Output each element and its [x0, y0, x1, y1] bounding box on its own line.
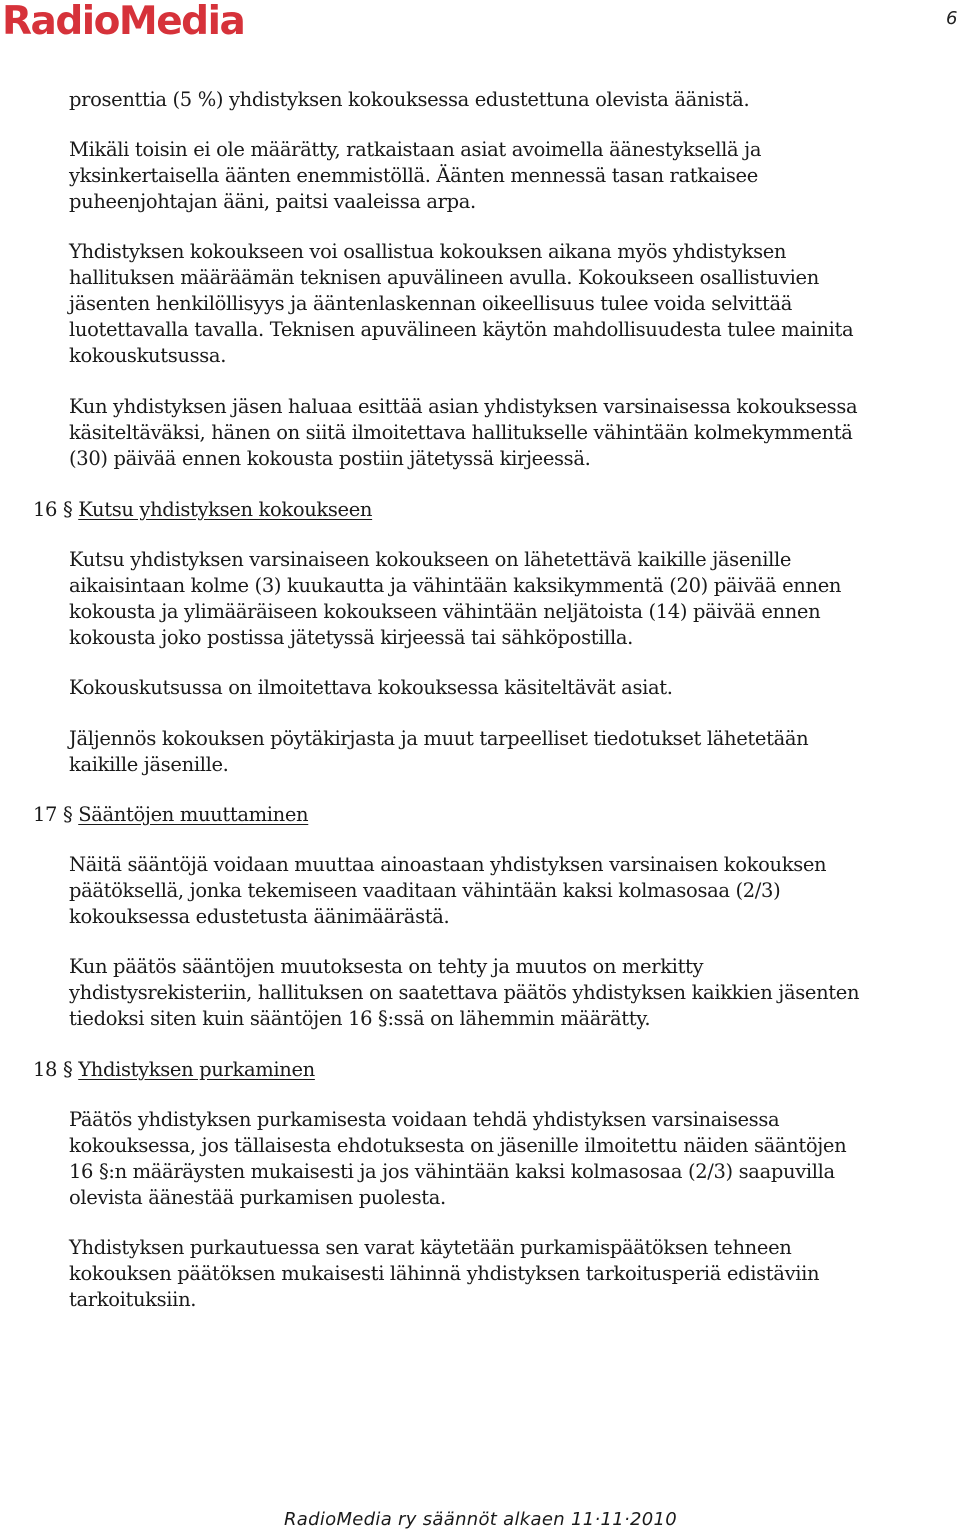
text-line: olevista äänestää purkamisen puolesta.	[69, 1186, 446, 1209]
text-line: Näitä sääntöjä voidaan muuttaa ainoastaan yhdistyksen varsinaisen kokouksen	[69, 853, 827, 876]
text-line: Jäljennös kokouksen pöytäkirjasta ja muut tarpeelliset tiedotukset lähetetään	[69, 727, 809, 750]
text-line: hallituksen määräämän teknisen apuvälineen avulla. Kokoukseen osallistuvien	[69, 266, 819, 289]
text-line: päätöksellä, jonka tekemiseen vaaditaan vähintään kaksi kolmasosaa (2/3)	[69, 879, 781, 902]
paragraph-quorum	[69, 87, 929, 113]
text-line: kokouksessa, jos tällaisesta ehdotuksesta on jäsenille ilmoitettu näiden sääntöjen	[69, 1134, 847, 1157]
text-line: Yhdistyksen kokoukseen voi osallistua kokouksen aikana myös yhdistyksen	[69, 240, 787, 263]
paragraph-agenda	[69, 675, 929, 701]
text-line: Mikäli toisin ei ole määrätty, ratkaistaan asiat avoimella äänestyksellä ja	[69, 138, 762, 161]
radiomedia-logo: RadioMedia	[2, 0, 245, 44]
text-line: Kokouskutsussa on ilmoitettava kokouksessa käsiteltävät asiat.	[69, 676, 673, 699]
text-line: kaikille jäsenille.	[69, 753, 229, 776]
text-line: 16 §:n määräysten mukaisesti ja jos vähintään kaksi kolmasosaa (2/3) saapuvilla	[69, 1160, 835, 1183]
text-line: käsiteltäväksi, hänen on siitä ilmoitettava hallitukselle vähintään kolmekymmentä	[69, 421, 853, 444]
paragraph-remote-participation	[69, 239, 929, 369]
text-line: prosenttia (5 %) yhdistyksen kokouksessa edustettuna olevista äänistä.	[69, 88, 750, 111]
text-line: Kutsu yhdistyksen varsinaiseen kokoukseen on lähetettävä kaikille jäsenille	[69, 548, 792, 571]
paragraph-dissolution	[69, 1107, 929, 1211]
text-line: kokousta joko postissa jätetyssä kirjeessä tai sähköpostilla.	[69, 626, 633, 649]
paragraph-assets	[69, 1235, 929, 1313]
section-title: Yhdistyksen purkaminen	[78, 1058, 315, 1081]
text-line: kokouskutsussa.	[69, 344, 227, 367]
text-line: kokouksen päätöksen mukaisesti lähinnä yhdistyksen tarkoitusperiä edistäviin	[69, 1262, 820, 1285]
section-number: 18 §	[33, 1058, 73, 1081]
text-line: Kun päätös sääntöjen muutoksesta on tehty ja muutos on merkitty	[69, 955, 704, 978]
section-heading-18	[33, 1057, 315, 1083]
paragraph-member-proposal	[69, 394, 929, 472]
text-line: jäsenten henkilöllisyys ja ääntenlaskennan oikeellisuus tulee voida selvittää	[69, 292, 793, 315]
text-line: yksinkertaisella äänten enemmistöllä. Äänten mennessä tasan ratkaisee	[69, 164, 758, 187]
page-footer: RadioMedia ry säännöt alkaen 11·11·2010	[284, 1509, 678, 1530]
section-title: Sääntöjen muuttaminen	[78, 803, 309, 826]
text-line: Kun yhdistyksen jäsen haluaa esittää asian yhdistyksen varsinaisessa kokouksessa	[69, 395, 858, 418]
paragraph-voting	[69, 137, 929, 215]
paragraph-meeting-invitation	[69, 547, 929, 651]
section-number: 16 §	[33, 498, 73, 521]
paragraph-change-notice	[69, 954, 929, 1032]
text-line: puheenjohtajan ääni, paitsi vaaleissa arpa.	[69, 190, 476, 213]
text-line: kokousta ja ylimääräiseen kokoukseen vähintään neljätoista (14) päivää ennen	[69, 600, 821, 623]
section-heading-16	[33, 497, 372, 523]
paragraph-rule-change	[69, 852, 929, 930]
text-line: luotettavalla tavalla. Teknisen apuvälineen käytön mahdollisuudesta tulee mainita	[69, 318, 854, 341]
text-line: yhdistysrekisteriin, hallituksen on saatettava päätös yhdistyksen kaikkien jäsenten	[69, 981, 860, 1004]
section-heading-17	[33, 802, 308, 828]
section-number: 17 §	[33, 803, 73, 826]
text-line: tiedoksi siten kuin sääntöjen 16 §:ssä on lähemmin määrätty.	[69, 1007, 651, 1030]
text-line: Yhdistyksen purkautuessa sen varat käytetään purkamispäätöksen tehneen	[69, 1236, 792, 1259]
section-title: Kutsu yhdistyksen kokoukseen	[78, 498, 373, 521]
page-number: 6	[946, 8, 958, 29]
text-line: tarkoituksiin.	[69, 1288, 197, 1311]
text-line: Päätös yhdistyksen purkamisesta voidaan tehdä yhdistyksen varsinaisessa	[69, 1108, 780, 1131]
text-line: (30) päivää ennen kokousta postiin jätetyssä kirjeessä.	[69, 447, 591, 470]
text-line: kokouksessa edustetusta äänimäärästä.	[69, 905, 450, 928]
paragraph-minutes	[69, 726, 929, 778]
text-line: aikaisintaan kolme (3) kuukautta ja vähintään kaksikymmentä (20) päivää ennen	[69, 574, 842, 597]
